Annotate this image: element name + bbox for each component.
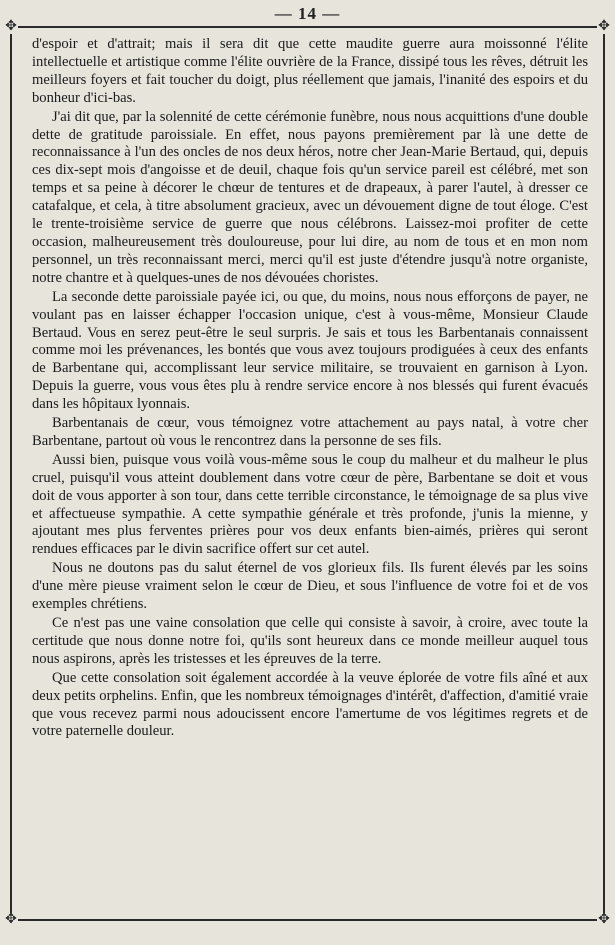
paragraph: Nous ne doutons pas du salut éternel de vos glorieux fils. Ils furent élevés par les soins d'une mère pieuse vraiment selon le cœur de Dieu, et sous l'influence de votre foi et de vos exemples chrétiens. <box>32 560 588 613</box>
corner-ornament-icon: ✥ <box>598 912 610 927</box>
body-text <box>32 36 588 741</box>
corner-ornament-icon: ✥ <box>598 19 610 34</box>
page-number: — 14 — <box>274 4 341 23</box>
paragraph: Ce n'est pas une vaine consolation que celle qui consiste à savoir, à croire, avec toute la certitude que nous donne notre foi, qu'ils sont heureux dans ce monde meilleur auquel tous nous aspirons, après les tristesses et les épreuves de la terre. <box>32 615 588 667</box>
paragraph: La seconde dette paroissiale payée ici, ou que, du moins, nous nous efforçons de payer, ne voulant pas en laisser échapper l'occasion unique, c'est à vous-même, Monsieur Claude Bertaud. Vous en serez peut-être le seul surpris. Je sais et tous les Barbentanais connaissent comme moi les prévenances, les bontés que vous avez toujours prodiguées à ceux des enfants de Barbentane qui, accomplissant leur service militaire, se trouvaient en garnison à Lyon. Depuis la guerre, vous vous êtes plu à rendre service encore à nos blessés qui furent évacués dans les hôpitaux lyonnais. <box>32 288 588 413</box>
paragraph: d'espoir et d'attrait; mais il sera dit que cette maudite guerre aura moissonné l'élite intellectuelle et artistique comme l'élite ouvrière de la France, dissipé tous les rêves, détruit les meilleurs foyers et fait toucher du doigt, plus réellement que jamais, l'inanité des espoirs et du bonheur d'ici-bas. <box>32 36 588 106</box>
paragraph: Que cette consolation soit également accordée à la veuve éplorée de votre fils aîné et aux deux petits orphelins. Enfin, que les nombreux témoignages d'intérêt, d'affection, d'amitié vraie que vous recevez parmi nous adoucissent encore l'amertume de vos légitimes regrets et de votre paternelle douleur. <box>32 669 588 740</box>
paragraph: J'ai dit que, par la solennité de cette cérémonie funèbre, nous nous acquittions d'une double dette de gratitude paroissiale. En effet, nous payons premièrement par là une dette de reconnaissance à l'un des oncles de nos deux héros, notre cher Jean-Marie Bertaud, qui, depuis ces dix-sept mois d'angoisse et de deuil, chaque fois qu'un service pareil est célébré, met son temps et sa peine à décorer le chœur de tentures et de drapeaux, à parer l'autel, à dresser ce catafalque, et cela, à titre absolument gracieux, avec un dévouement digne de tout éloge. C'est le trente-troisième service de guerre que nous célébrons. Laissez-moi profiter de cette occasion, malheureusement très douloureuse, pour lui dire, au nom de tous et en mon nom personnel, un très reconnaissant merci, merci qu'il est juste d'étendre jusqu'à notre organiste, notre chantre et à quelques-unes de nos dévouées choristes. <box>32 108 588 286</box>
border-left-rule <box>10 34 12 913</box>
page-border-frame <box>5 19 610 927</box>
border-top-rule <box>18 26 597 28</box>
border-bottom-rule <box>18 919 597 921</box>
border-right-rule <box>603 34 605 913</box>
corner-ornament-icon: ✥ <box>5 912 17 927</box>
corner-ornament-icon: ✥ <box>5 19 17 34</box>
paragraph: Barbentanais de cœur, vous témoignez votre attachement au pays natal, à votre cher Barbentane, partout où vous le rencontrez dans la personne de ses fils. <box>32 415 588 449</box>
paragraph: Aussi bien, puisque vous voilà vous-même sous le coup du malheur et du malheur le plus cruel, puisqu'il vous atteint doublement dans votre cœur de père, Barbentane se doit et vous doit de vous apporter à son tour, dans cette terrible circonstance, le témoignage de sa plus vive et affectueuse sympathie. A cette sympathie générale et très profonde, j'unis la mienne, y ajoutant mes plus ferventes prières pour vos deux enfants bien-aimés, prières qui seront rendues efficaces par le divin sacrifice offert sur cet autel. <box>32 451 588 558</box>
